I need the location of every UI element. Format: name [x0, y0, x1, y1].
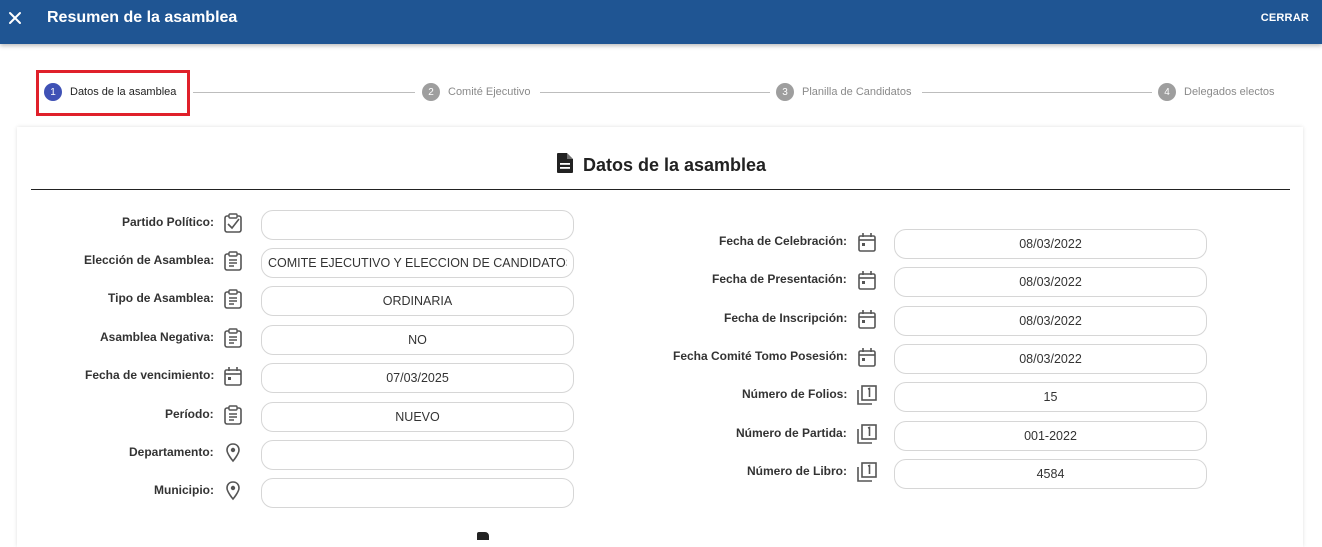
eleccion-asamblea-input[interactable]	[261, 248, 574, 278]
stepper	[0, 72, 1322, 112]
clipboard-icon	[222, 327, 244, 349]
fecha-inscripcion-input[interactable]	[894, 306, 1207, 336]
calendar-icon	[856, 308, 878, 330]
checklist-icon	[222, 212, 244, 234]
field-label: Partido Político:	[122, 215, 215, 229]
step-comite-ejecutivo[interactable]	[422, 82, 531, 102]
field-label: Fecha de Celebración:	[719, 234, 848, 248]
step-connector	[540, 92, 770, 93]
clipboard-icon	[222, 288, 244, 310]
numero-libro-input[interactable]	[894, 459, 1207, 489]
app-header	[0, 0, 1322, 44]
partido-politico-input[interactable]	[261, 210, 574, 240]
section-divider	[31, 189, 1290, 190]
field-label: Número de Partida:	[736, 426, 847, 440]
fecha-vencimiento-input[interactable]	[261, 363, 574, 393]
step-number: 1	[44, 83, 62, 101]
close-button[interactable]: CERRAR	[1260, 12, 1309, 24]
step-connector	[922, 92, 1152, 93]
step-number: 2	[422, 83, 440, 101]
numero-partida-input[interactable]	[894, 421, 1207, 451]
field-label: Asamblea Negativa:	[100, 330, 215, 344]
field-label: Número de Folios:	[742, 387, 848, 401]
field-label: Departamento:	[129, 445, 214, 459]
calendar-icon	[856, 346, 878, 368]
close-icon[interactable]	[6, 9, 24, 27]
dialog-title: Resumen de la asamblea	[47, 9, 238, 26]
calendar-icon	[222, 365, 244, 387]
step-planilla-candidatos[interactable]	[776, 82, 911, 102]
field-label: Fecha Comité Tomo Posesión:	[673, 349, 848, 363]
copy-pages-icon	[856, 461, 878, 483]
field-label: Elección de Asamblea:	[84, 253, 215, 267]
step-label: Comité Ejecutivo	[448, 86, 531, 98]
step-label: Planilla de Candidatos	[802, 86, 912, 98]
copy-pages-icon	[856, 384, 878, 406]
step-label: Datos de la asamblea	[70, 86, 177, 98]
municipio-input[interactable]	[261, 478, 574, 508]
location-pin-icon	[222, 480, 244, 502]
fecha-celebracion-input[interactable]	[894, 229, 1207, 259]
step-delegados-electos[interactable]	[1158, 82, 1275, 102]
field-label: Municipio:	[154, 483, 214, 497]
step-connector	[193, 92, 415, 93]
field-label: Tipo de Asamblea:	[108, 291, 215, 305]
step-number: 4	[1158, 83, 1176, 101]
field-label: Fecha de Presentación:	[712, 272, 847, 286]
periodo-input[interactable]	[261, 402, 574, 432]
numero-folios-input[interactable]	[894, 382, 1207, 412]
field-label: Período:	[165, 407, 214, 421]
section-title-text: Datos de la asamblea	[582, 155, 767, 175]
field-label: Fecha de vencimiento:	[85, 368, 215, 382]
step-number: 3	[776, 83, 794, 101]
active-step-highlight	[36, 70, 190, 116]
clipboard-icon	[222, 250, 244, 272]
calendar-icon	[856, 231, 878, 253]
field-label: Fecha de Inscripción:	[724, 311, 848, 325]
section-title	[0, 152, 1322, 176]
field-label: Número de Libro:	[747, 464, 848, 478]
document-icon	[556, 152, 574, 174]
step-label: Delegados electos	[1184, 86, 1275, 98]
clipboard-icon	[222, 404, 244, 426]
tipo-asamblea-input[interactable]	[261, 286, 574, 316]
fecha-presentacion-input[interactable]	[894, 267, 1207, 297]
calendar-icon	[856, 269, 878, 291]
fecha-comite-posesion-input[interactable]	[894, 344, 1207, 374]
departamento-input[interactable]	[261, 440, 574, 470]
next-section-document-icon	[477, 532, 489, 540]
location-pin-icon	[222, 442, 244, 464]
asamblea-negativa-input[interactable]	[261, 325, 574, 355]
copy-pages-icon	[856, 423, 878, 445]
